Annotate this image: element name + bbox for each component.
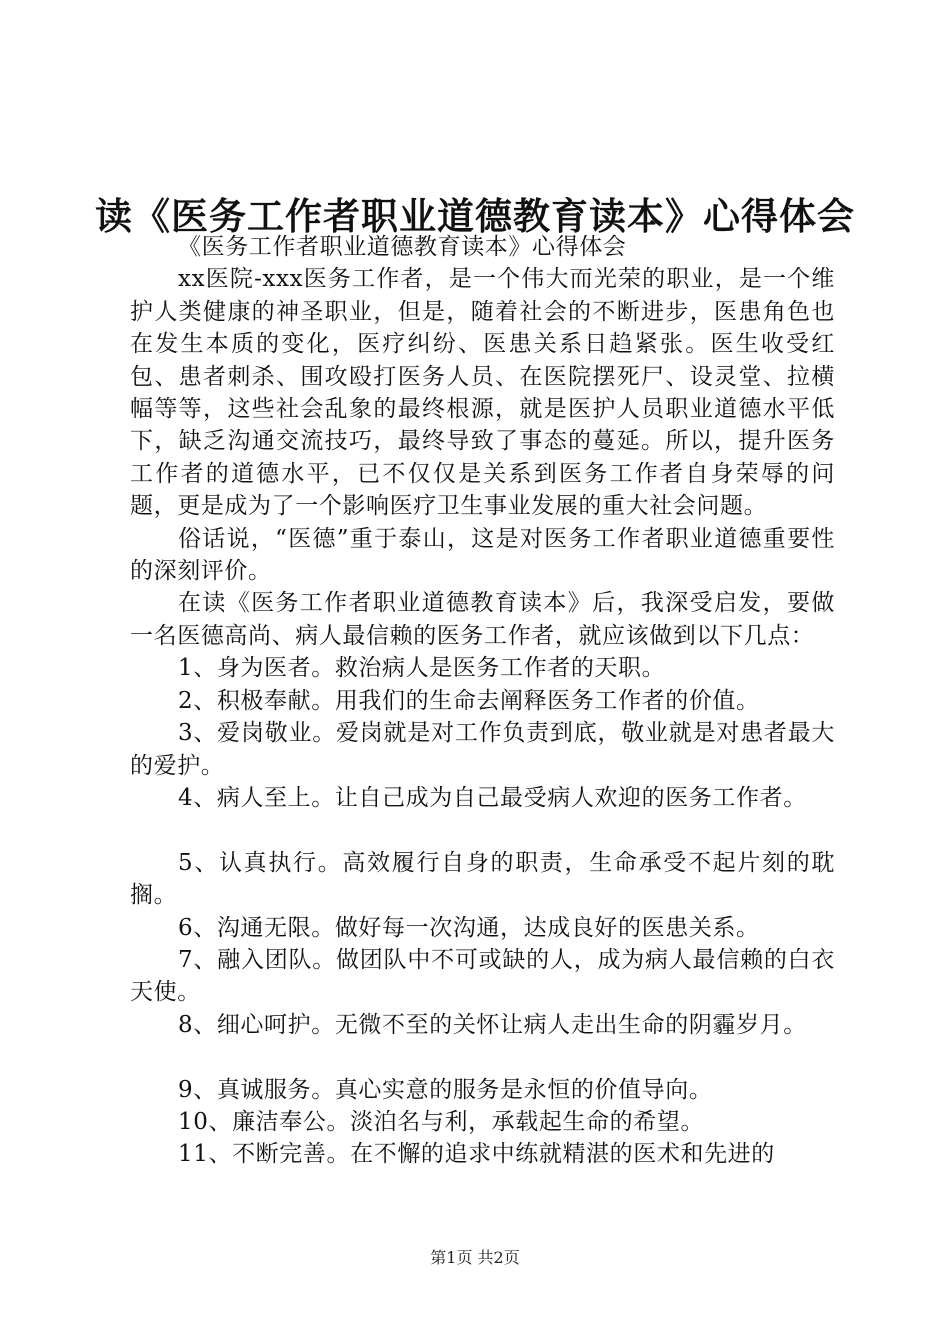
paragraph-reading: 在读《医务工作者职业道德教育读本》后，我深受启发，要做一名医德高尚、病人最信赖的医务工作者，就应该做到以下几点： xyxy=(130,590,835,649)
list-item: 3、爱岗敬业。爱岗就是对工作负责到底，敬业就是对患者最大的爱护。 xyxy=(130,720,835,779)
list-item: 1、身为医者。救治病人是医务工作者的天职。 xyxy=(178,655,666,682)
list-item: 2、积极奉献。用我们的生命去阐释医务工作者的价值。 xyxy=(178,687,760,714)
paragraph-intro: xx医院-xxx医务工作者，是一个伟大而光荣的职业，是一个维护人类健康的神圣职业，但是，随着社会的不断进步，医患角色也在发生本质的变化，医疗纠纷、医患关系日趋紧张。医生收受红包、患者刺杀、围攻殴打医务人员、在医院摆死尸、设灵堂、拉横幅等等，这些社会乱象的最终根源，就是医护人员职业道德水平低下，缺乏沟通交流技巧，最终导致了事态的蔓延。所以，提升医务工作者的道德水平，已不仅仅是关系到医务工作者自身荣辱的问题，更是成为了一个影响医疗卫生事业发展的重大社会问题。 xyxy=(130,266,835,520)
page-footer: 第1页 共2页 xyxy=(430,1248,520,1267)
list-item: 8、细心呵护。无微不至的关怀让病人走出生命的阴霾岁月。 xyxy=(178,1011,807,1038)
list-item: 5、认真执行。高效履行自身的职责，生命承受不起片刻的耽搁。 xyxy=(130,849,835,909)
blank-line xyxy=(130,814,835,846)
document-subtitle: 《医务工作者职业道德教育读本》心得体会 xyxy=(178,234,627,260)
list-item: 9、真诚服务。真心实意的服务是永恒的价值导向。 xyxy=(178,1076,713,1103)
document-body xyxy=(130,231,835,1171)
list-item: 4、病人至上。让自己成为自己最受病人欢迎的医务工作者。 xyxy=(178,784,807,811)
paragraph-saying: 俗话说，“医德”重于泰山，这是对医务工作者职业道德重要性的深刻评价。 xyxy=(130,525,835,585)
list-item: 6、沟通无限。做好每一次沟通，达成良好的医患关系。 xyxy=(178,914,760,941)
blank-line xyxy=(130,1041,835,1073)
list-item: 10、廉洁奉公。淡泊名与利，承载起生命的希望。 xyxy=(178,1108,705,1135)
list-item: 11、不断完善。在不懈的追求中练就精湛的医术和先进的 xyxy=(178,1141,775,1168)
list-item: 7、融入团队。做团队中不可或缺的人，成为病人最信赖的白衣天使。 xyxy=(130,946,835,1006)
document-title: 读《医务工作者职业道德教育读本》心得体会 xyxy=(95,194,855,238)
